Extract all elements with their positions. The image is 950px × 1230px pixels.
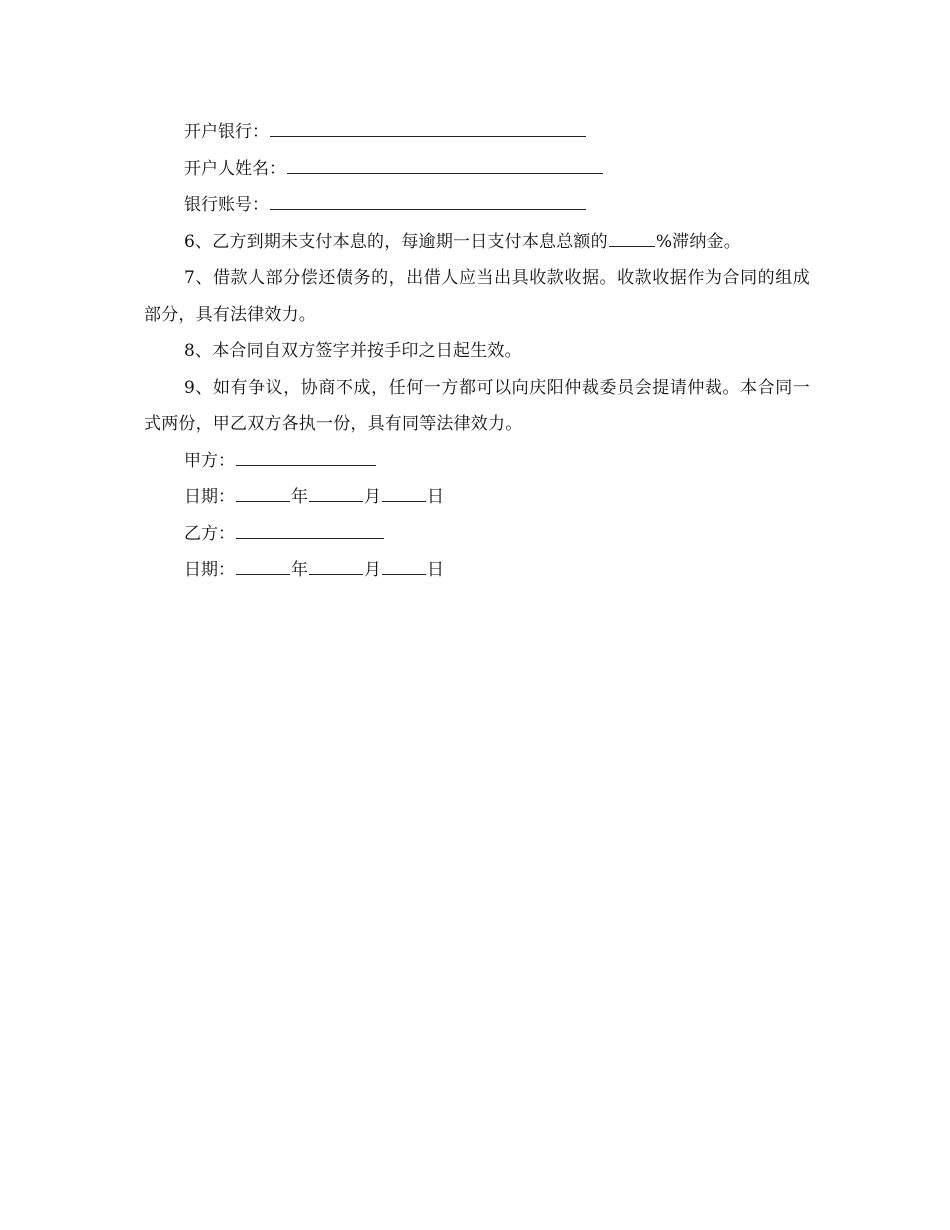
day-blank	[382, 500, 426, 502]
bank-name-label: 开户银行：	[184, 122, 269, 142]
party-a-line	[144, 443, 810, 480]
month-blank	[309, 500, 363, 502]
clause-9: 9、如有争议，协商不成，任何一方都可以向庆阳仲裁委员会提请仲裁。本合同一式两份，甲乙双方各执一份，具有同等法律效力。	[144, 377, 810, 434]
party-b-signature-blank	[236, 537, 384, 539]
date-label: 日期：	[184, 487, 235, 507]
account-holder-label: 开户人姓名：	[184, 158, 286, 179]
party-b-label: 乙方：	[184, 523, 235, 544]
party-b-line	[144, 516, 810, 553]
month-label: 月	[364, 487, 381, 507]
party-a-signature-blank	[236, 464, 376, 466]
year-blank	[236, 500, 290, 502]
date-label: 日期：	[184, 560, 235, 580]
account-number-blank	[270, 208, 586, 210]
clause-7: 7、借款人部分偿还债务的，出借人应当出具收款收据。收款收据作为合同的组成部分，具有法律效力。	[144, 268, 810, 325]
day-blank	[382, 573, 426, 575]
year-label: 年	[291, 487, 308, 507]
clause-8: 8、本合同自双方签字并按手印之日起生效。	[184, 341, 522, 361]
clause-6-suffix: %滞纳金。	[655, 231, 741, 252]
party-a-date-line	[144, 479, 810, 516]
document-body	[144, 114, 810, 589]
account-holder-blank	[287, 172, 603, 174]
day-label: 日	[427, 487, 444, 507]
year-label: 年	[291, 560, 308, 580]
account-holder-line	[144, 151, 810, 188]
account-number-line	[144, 187, 810, 224]
bank-name-line	[144, 114, 810, 151]
clause-6-prefix: 6、乙方到期未支付本息的，每逾期一日支付本息总额的	[184, 231, 608, 252]
bank-name-blank	[270, 135, 586, 137]
clause-6	[144, 224, 810, 261]
party-a-label: 甲方：	[184, 450, 235, 471]
month-blank	[309, 573, 363, 575]
penalty-rate-blank	[609, 245, 655, 247]
party-b-date-line	[144, 552, 810, 589]
day-label: 日	[427, 560, 444, 580]
year-blank	[236, 573, 290, 575]
month-label: 月	[364, 560, 381, 580]
account-number-label: 银行账号：	[184, 195, 269, 215]
